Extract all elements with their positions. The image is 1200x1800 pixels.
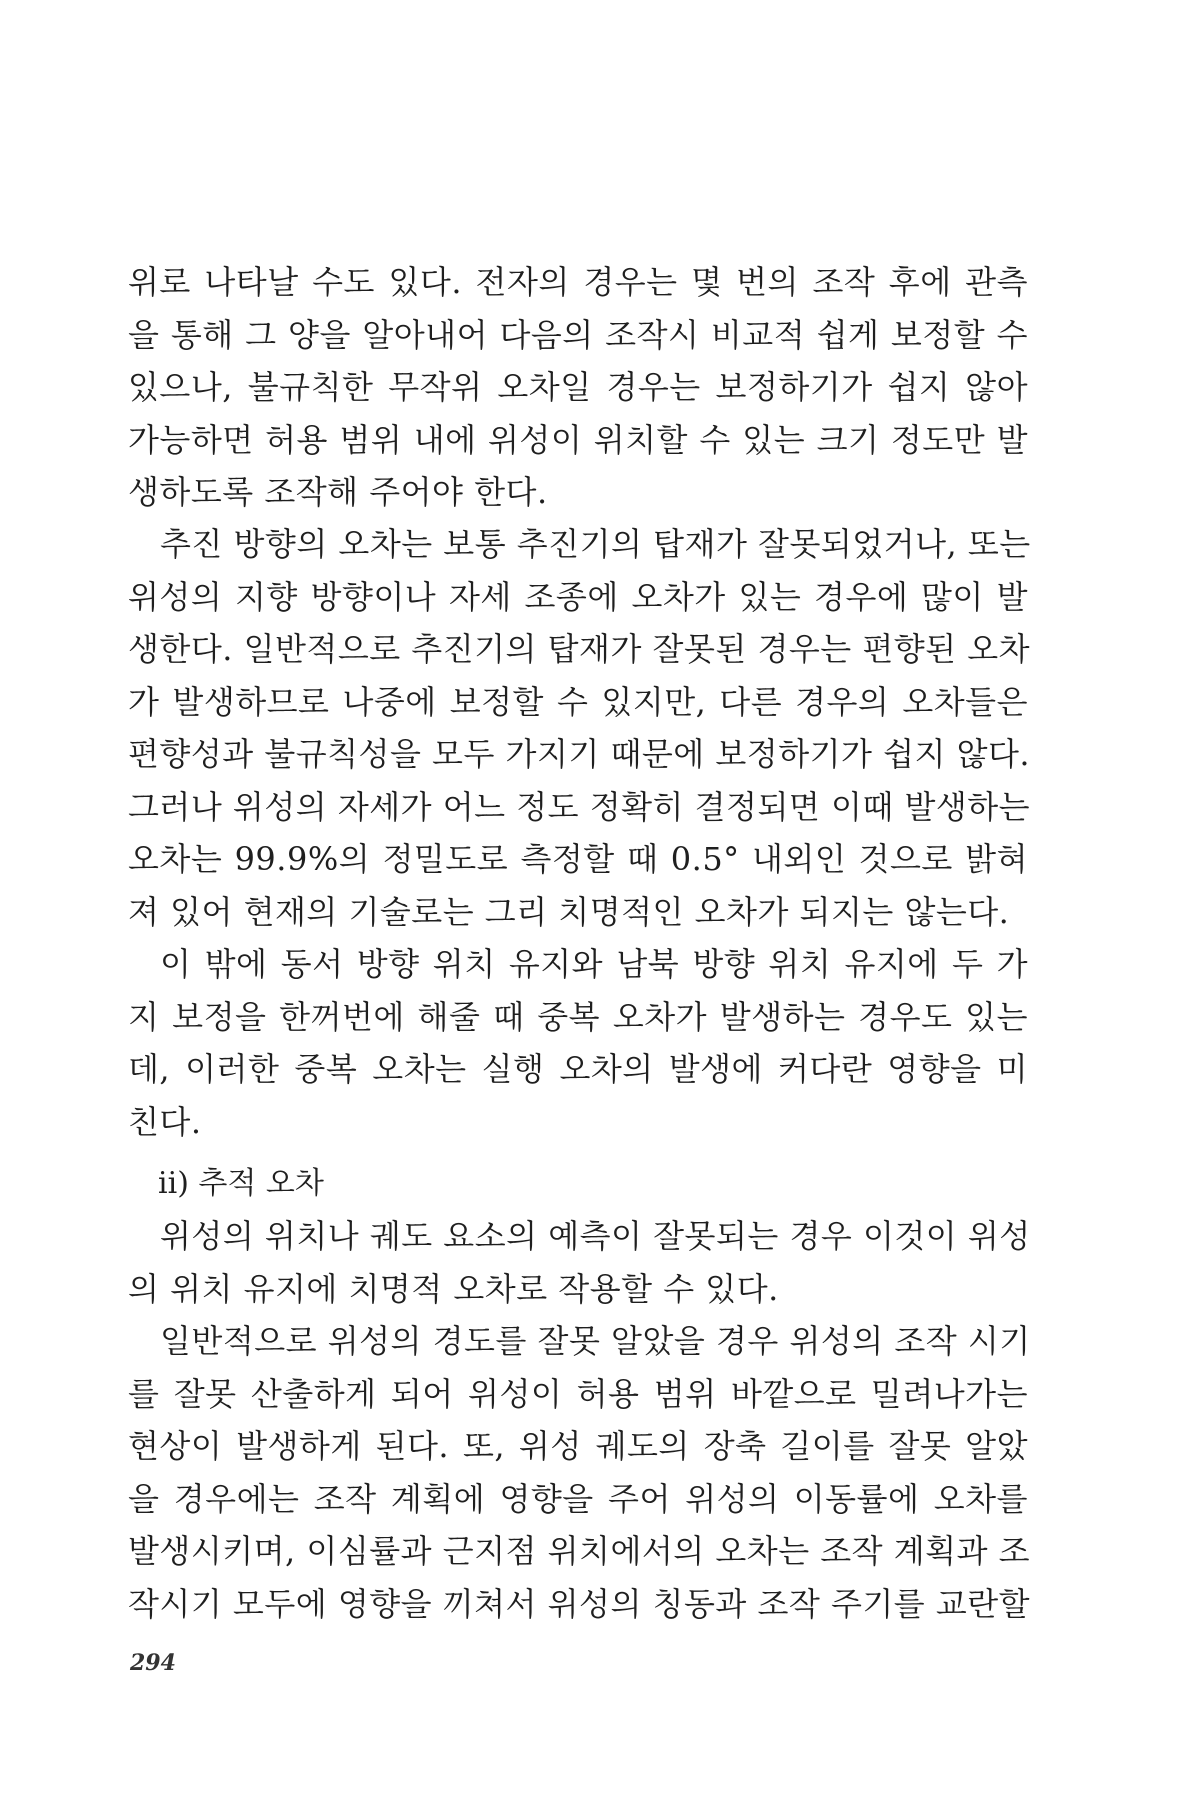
- paragraph-1: [128, 256, 1028, 519]
- paragraph-4: [128, 1210, 1031, 1315]
- text-line: 현상이 발생하게 된다. 또, 위성 궤도의 장축 길이를 잘못 알았: [128, 1427, 1028, 1465]
- text-line: 의 위치 유지에 치명적 오차로 작용할 수 있다.: [128, 1269, 779, 1308]
- text-line: 생하도록 조작해 주어야 한다.: [128, 473, 548, 511]
- paragraph-5: [128, 1315, 1031, 1630]
- section-heading: ii) 추적 오차: [158, 1166, 324, 1201]
- text-line: 위로 나타날 수도 있다. 전자의 경우는 몇 번의 조작 후에 관측: [128, 263, 1028, 301]
- paragraph-3: [128, 938, 1028, 1148]
- text-line: 이 밖에 동서 방향 위치 유지와 남북 방향 위치 유지에 두 가: [160, 945, 1028, 983]
- text-line: 을 경우에는 조작 계획에 영향을 주어 위성의 이동률에 오차를: [128, 1479, 1028, 1518]
- text-line: 추진 방향의 오차는 보통 추진기의 탑재가 잘못되었거나, 또는: [160, 525, 1031, 563]
- text-line: 친다.: [128, 1102, 202, 1141]
- text-line: 데, 이러한 중복 오차는 실행 오차의 발생에 커다란 영향을 미: [128, 1050, 1028, 1088]
- text-line: 있으나, 불규칙한 무작위 오차일 경우는 보정하기가 쉽지 않아: [128, 368, 1028, 406]
- text-line: 오차는 99.9%의 정밀도로 측정할 때 0.5° 내외인 것으로 밝혀: [128, 840, 1028, 878]
- text-line: 를 잘못 산출하게 되어 위성이 허용 범위 바깥으로 밀려나가는: [128, 1374, 1028, 1413]
- text-line: 생한다. 일반적으로 추진기의 탑재가 잘못된 경우는 편향된 오차: [128, 630, 1031, 668]
- paragraph-2: [128, 518, 1031, 938]
- text-line: 발생시키며, 이심률과 근지점 위치에서의 오차는 조작 계획과 조: [128, 1532, 1031, 1570]
- text-line: 져 있어 현재의 기술로는 그리 치명적인 오차가 되지는 않는다.: [128, 892, 1010, 931]
- text-line: 그러나 위성의 자세가 어느 정도 정확히 결정되면 이때 발생하는: [128, 787, 1031, 826]
- text-line: 위성의 위치나 궤도 요소의 예측이 잘못되는 경우 이것이 위성: [160, 1217, 1031, 1255]
- text-line: 작시기 모두에 영향을 끼쳐서 위성의 칭동과 조작 주기를 교란할: [128, 1584, 1031, 1623]
- text-line: 편향성과 불규칙성을 모두 가지기 때문에 보정하기가 쉽지 않다.: [128, 735, 1031, 773]
- text-line: 지 보정을 한꺼번에 해줄 때 중복 오차가 발생하는 경우도 있는: [128, 997, 1028, 1036]
- text-line: 가능하면 허용 범위 내에 위성이 위치할 수 있는 크기 정도만 발: [128, 420, 1028, 459]
- text-line: 위성의 지향 방향이나 자세 조종에 오차가 있는 경우에 많이 발: [128, 577, 1028, 616]
- text-line: 을 통해 그 양을 알아내어 다음의 조작시 비교적 쉽게 보정할 수: [128, 315, 1028, 354]
- page-number: 294: [130, 1650, 176, 1676]
- text-line: 가 발생하므로 나중에 보정할 수 있지만, 다른 경우의 오차들은: [128, 682, 1028, 721]
- text-line: 일반적으로 위성의 경도를 잘못 알았을 경우 위성의 조작 시기: [160, 1322, 1031, 1360]
